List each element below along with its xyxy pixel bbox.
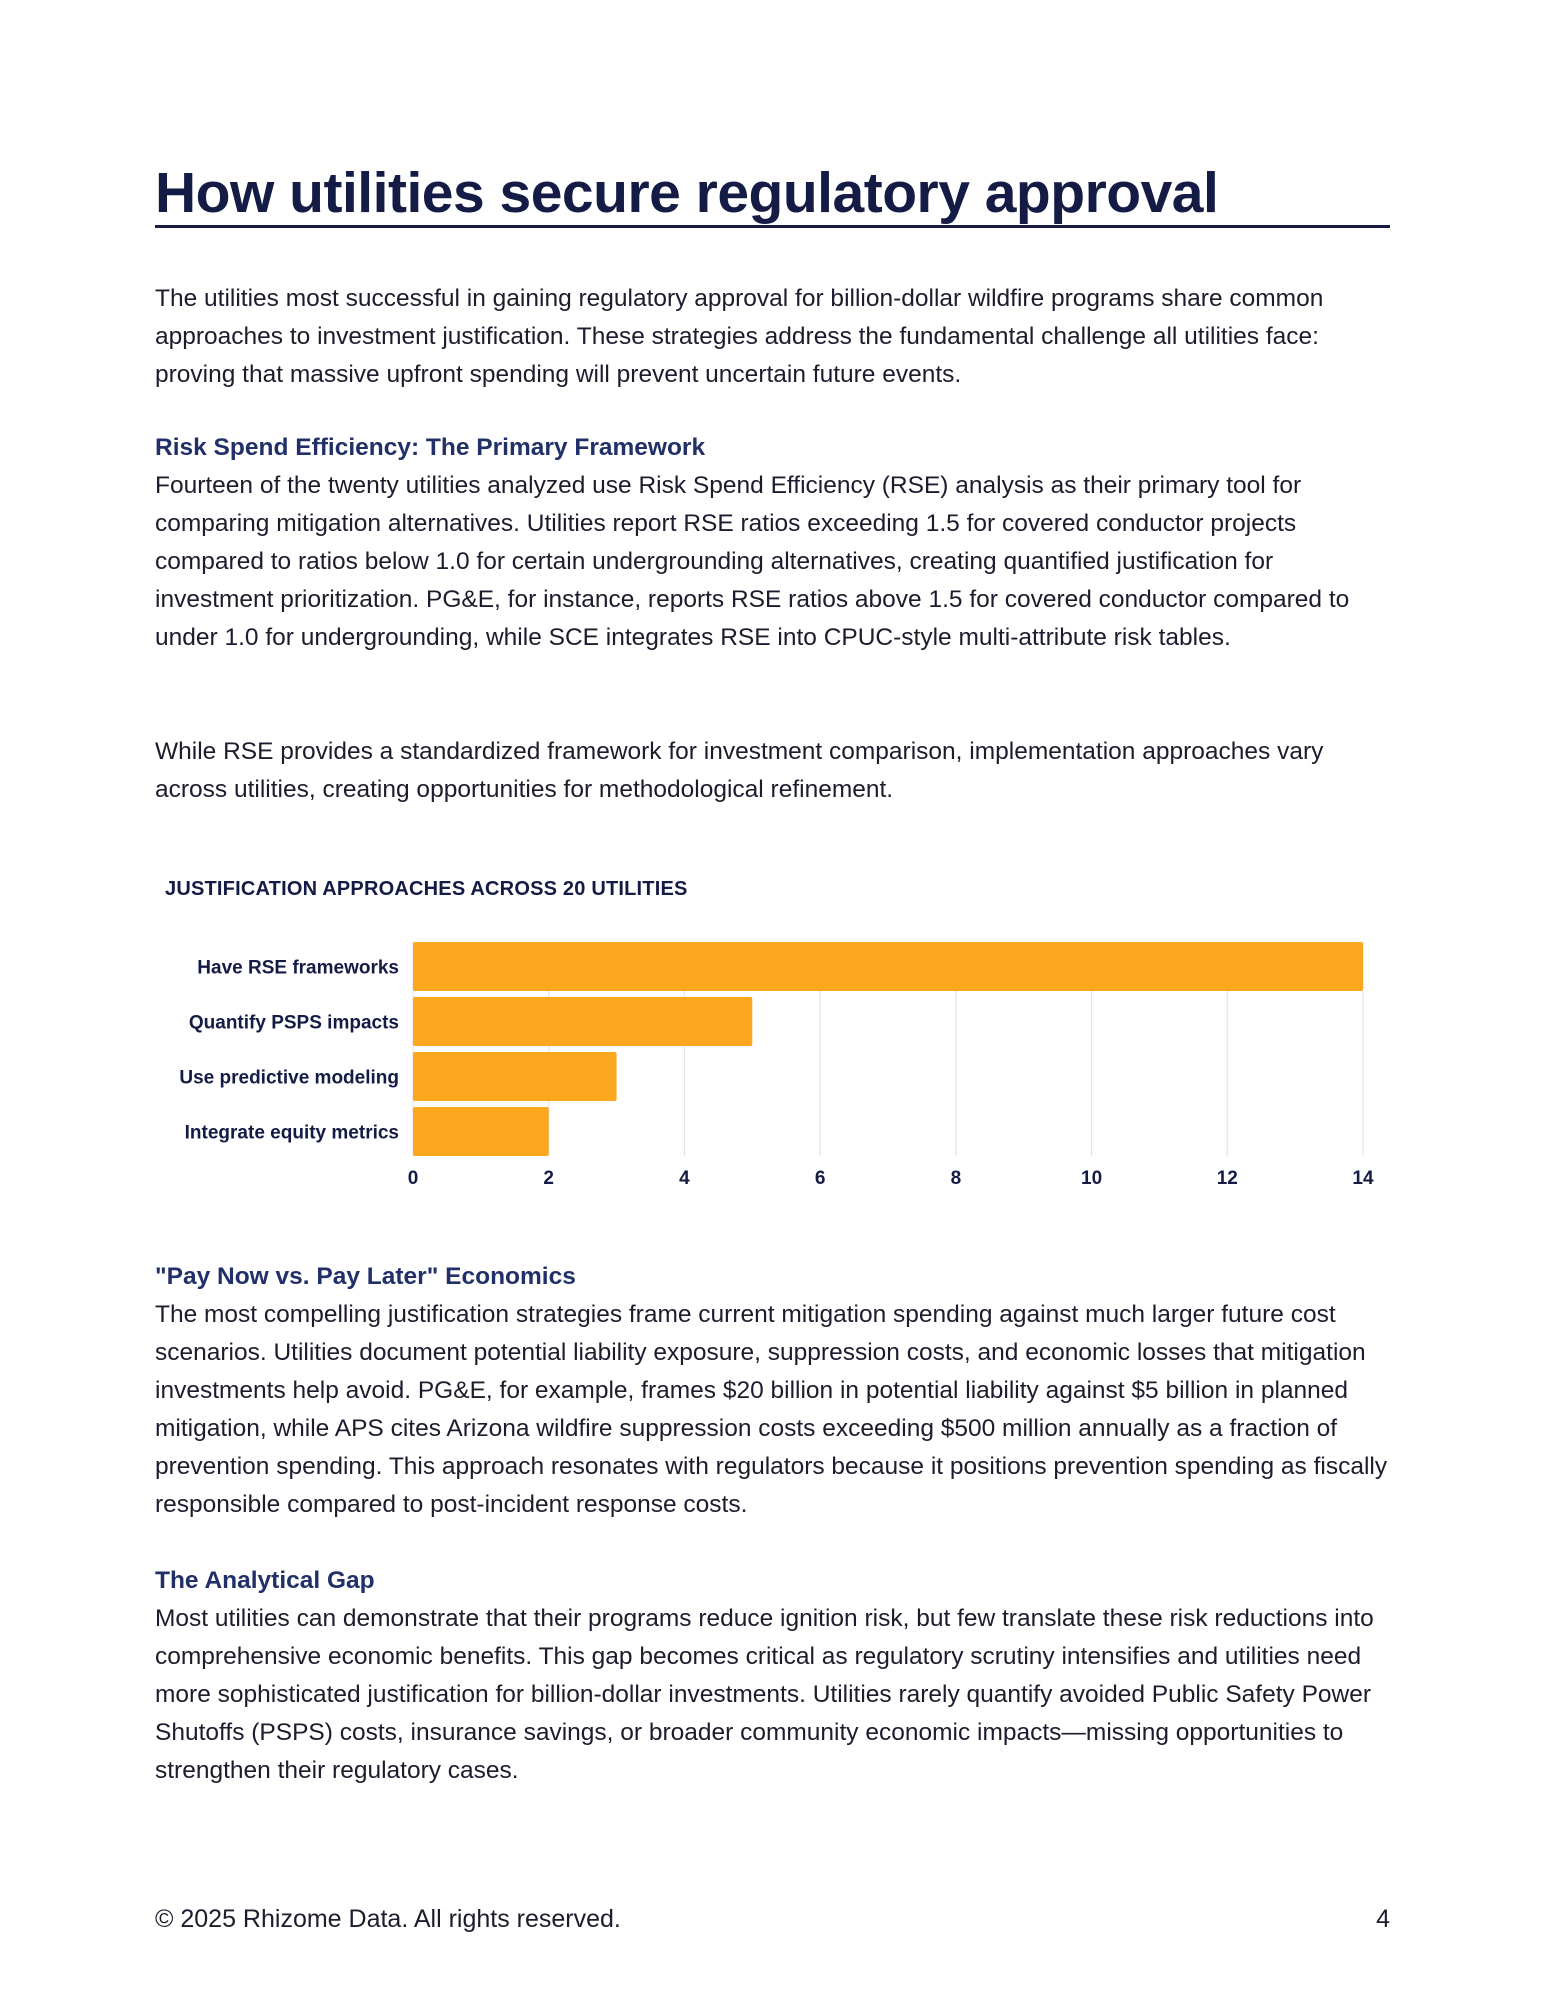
section-body-rse-2: While RSE provides a standardized framework for investment comparison, implementation approaches vary across utilities, creating opportunities for methodological refinement. [155, 738, 1324, 803]
chart-title: JUSTIFICATION APPROACHES ACROSS 20 UTILITIES [165, 878, 688, 900]
x-tick-label-7: 14 [1352, 1168, 1374, 1189]
intro-paragraph: The utilities most successful in gaining regulatory approval for billion-dollar wildfire programs share common approaches to investment justification. These strategies address the fundamental challenge all utilities face: proving that massive upfront spending will prevent uncertain future events. [155, 285, 1324, 388]
x-tick-label-6: 12 [1216, 1168, 1238, 1189]
page-title: How utilities secure regulatory approval [155, 161, 1219, 225]
bar-3 [413, 1107, 549, 1156]
x-tick-label-3: 6 [814, 1168, 826, 1189]
chart-svg [155, 920, 1390, 1190]
footer-copyright: © 2025 Rhizome Data. All rights reserved. [155, 1905, 621, 1933]
bar-2 [413, 1052, 617, 1101]
bar-1 [413, 997, 752, 1046]
section-body-analytical-gap: Most utilities can demonstrate that their programs reduce ignition risk, but few translate these risk reductions into comprehensive economic benefits. This gap becomes critical as regulatory scrutiny intensifies and utilities need more sophisticated justification for billion-dollar investments. Utilities rarely quantify avoided Public Safety Power Shutoffs (PSPS) costs, insurance savings, or broader community economic impacts—missing opportunities to strengthen their regulatory cases. [155, 1605, 1374, 1784]
x-tick-label-1: 2 [543, 1168, 555, 1189]
section-body-pay-now: The most compelling justification strategies frame current mitigation spending against much larger future cost scenarios. Utilities document potential liability exposure, suppression costs, and economic losses that mitigation investments help avoid. PG&E, for example, frames $20 billion in potential liability against $5 billion in planned mitigation, while APS cites Arizona wildfire suppression costs exceeding $500 million annually as a fraction of prevention spending. This approach resonates with regulators because it positions prevention spending as fiscally responsible compared to post-incident response costs. [155, 1301, 1388, 1518]
bar-0 [413, 942, 1363, 991]
category-label-3: Integrate equity metrics [184, 1122, 399, 1144]
page-number: 4 [1376, 1905, 1390, 1933]
section-heading-pay-now: "Pay Now vs. Pay Later" Economics [155, 1263, 576, 1290]
category-label-2: Use predictive modeling [179, 1067, 399, 1089]
document-page [155, 0, 1390, 2000]
x-tick-label-2: 4 [679, 1168, 690, 1189]
x-tick-label-0: 0 [407, 1168, 419, 1189]
section-heading-rse: Risk Spend Efficiency: The Primary Framework [155, 434, 706, 461]
category-label-1: Quantify PSPS impacts [188, 1012, 399, 1034]
section-heading-analytical-gap: The Analytical Gap [155, 1567, 375, 1594]
title-underline [155, 225, 1390, 228]
bar-chart [155, 920, 1390, 1190]
x-tick-label-4: 8 [950, 1168, 962, 1189]
section-body-rse: Fourteen of the twenty utilities analyzed use Risk Spend Efficiency (RSE) analysis as their primary tool for comparing mitigation alternatives. Utilities report RSE ratios exceeding 1.5 for covered conductor projects compared to ratios below 1.0 for certain undergrounding alternatives, creating quantified justification for investment prioritization. PG&E, for instance, reports RSE ratios above 1.5 for covered conductor compared to under 1.0 for undergrounding, while SCE integrates RSE into CPUC-style multi-attribute risk tables. [155, 472, 1350, 651]
x-tick-label-5: 10 [1081, 1168, 1103, 1189]
category-label-0: Have RSE frameworks [197, 957, 399, 979]
